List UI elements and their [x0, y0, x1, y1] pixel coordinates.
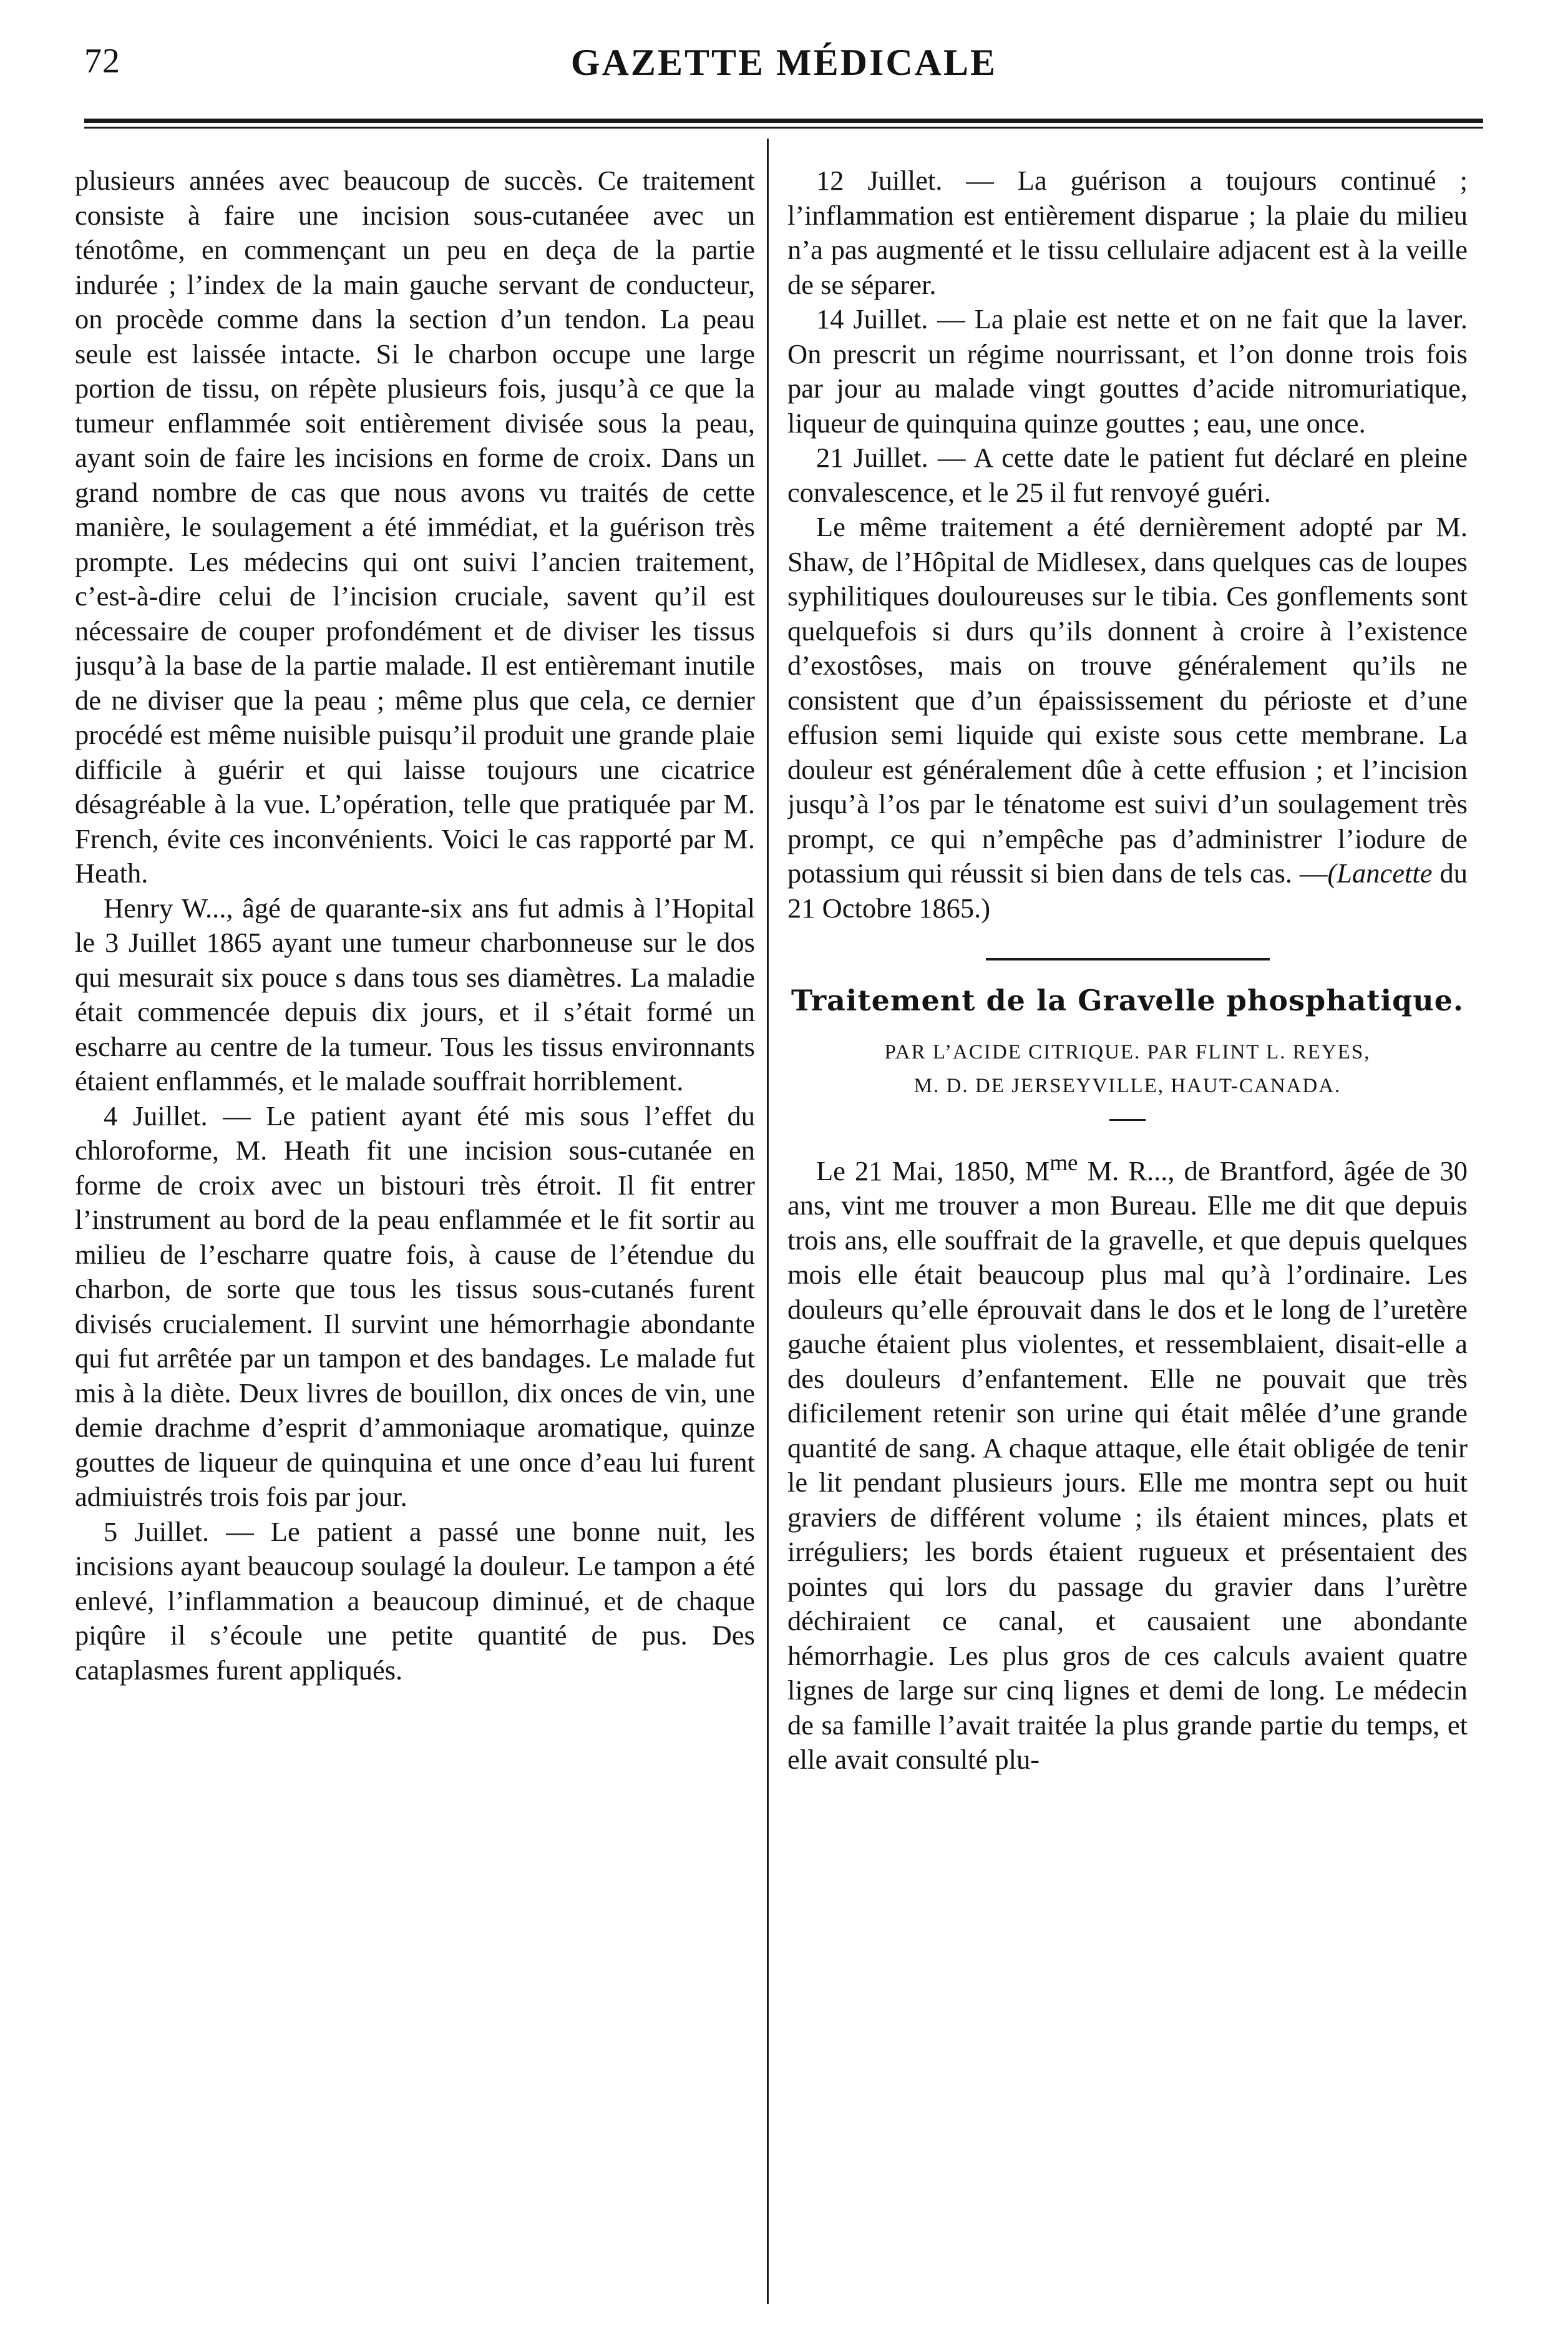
column-divider	[767, 139, 769, 2304]
section-heading: Traitement de la Gravelle phosphatique.	[791, 984, 1464, 1017]
paragraph-text: Le 21 Mai, 1850, M	[816, 1155, 1050, 1186]
right-column	[787, 164, 1468, 2298]
title-abbreviation: me	[1049, 1150, 1078, 1176]
page-number: 72	[84, 42, 120, 81]
paragraph-text: Le même traitement a été dernièrement adopté par M. Shaw, de l’Hôpital de Midlesex, dans quelques cas de loupes syphilitiques douloureuses sur le tibia. Ces gonflements sont quelquefois si durs qu’ils donnent à croire à l’existence d’exostôses, mais on trouve généralement qu’ils ne consistent que d’un épaississement du périoste et d’une effusion semi liquide qui existe sous cette membrane. La douleur est généralement dûe à cette effusion ; et l’incision jusqu’à l’os par le ténatome est suivi d’un soulagement très prompt, ce qui n’empêche pas d’administrer l’iodure de potassium qui réussit si bien dans de tels cas. —	[787, 511, 1468, 889]
right-paragraph-5	[787, 1146, 1468, 1777]
byline-rule	[1109, 1119, 1146, 1121]
right-paragraph-4	[787, 510, 1468, 926]
right-paragraph-2: 14 Juillet. — La plaie est nette et on ne fait que la laver. On prescrit un régime nourrissant, et l’on donne trois fois par jour au malade vingt gouttes d’acide nitromuriatique, liqueur de quinquina quinze gouttes ; eau, une once.	[787, 303, 1468, 439]
right-paragraph-1: 12 Juillet. — La guérison a toujours continué ; l’inflammation est entièrement disparue ; la plaie du milieu n’a pas augmenté et le tissu cellulaire adjacent est à la veille de se séparer.	[787, 165, 1468, 300]
article-byline	[787, 1035, 1468, 1103]
right-paragraph-3: 21 Juillet. — A cette date le patient fut déclaré en pleine convalescence, et le 25 il fut renvoyé guéri.	[787, 442, 1468, 508]
header-rule-thick	[84, 119, 1483, 123]
left-paragraph-2: Henry W..., âgé de quarante-six ans fut admis à l’Hopital le 3 Juillet 1865 ayant une tumeur charbonneuse sur le dos qui mesurait six pouce s dans tous ses diamètres. La maladie était commencée depuis dix jours, et il s’était formé un escharre au centre de la tumeur. Tous les tissus environnants étaient enflammés, et le malade souffrait horriblement.	[75, 892, 755, 1097]
running-title: GAZETTE MÉDICALE	[570, 42, 998, 83]
left-paragraph-1: plusieurs années avec beaucoup de succès. Ce traitement consiste à faire une incision sous-cutanéee avec un ténotôme, en commençant un peu en deça de la partie indurée ; l’index de la main gauche servant de conducteur, on procède comme dans la section d’un tendon. La peau seule est laissée intacte. Si le charbon occupe une large portion de tissu, on répète plusieurs fois, jusqu’à ce que la tumeur enflammée soit entièrement divisée sous la peau, ayant soin de faire les incisions en forme de croix. Dans un grand nombre de cas que nous avons vu traités de cette manière, le soulagement a été immédiat, et la guérison très prompte. Les médecins qui ont suivi l’ancien traitement, c’est-à-dire celui de l’incision cruciale, savent qu’il est nécessaire de couper profondément et de diviser les tissus jusqu’à la base de la partie malade. Il est entièremant inutile de ne diviser que la peau ; même plus que cela, ce dernier procédé est même nuisible puisqu’il produit une grande plaie difficile à guérir et qui laisse toujours une cicatrice désagréable à la vue. L’opération, telle que pratiquée par M. French, évite ces inconvénients. Voici le cas rapporté par M. Heath.	[75, 165, 755, 889]
section-separator-rule	[986, 958, 1270, 960]
header-rule-thin	[84, 127, 1483, 129]
byline-line: PAR L’ACIDE CITRIQUE. PAR FLINT L. REYES,	[884, 1041, 1371, 1063]
left-column	[75, 164, 755, 2298]
source-citation: (Lancette	[1327, 858, 1433, 889]
paragraph-text: M. R..., de Brantford, âgée de 30 ans, vint me trouver a mon Bureau. Elle me dit que depuis trois ans, elle souffrait de la gravelle, et que depuis quelques mois elle était beaucoup plus mal qu’à l’ordinaire. Les douleurs qu’elle éprouvait dans le dos et le long de l’uretère gauche étaient plus violentes, et ressemblaient, disait-elle a des douleurs d’enfantement. Elle ne pouvait que très dificilement retenir son urine qui était mêlée d’une grande quantité de sang. A chaque attaque, elle était obligée de tenir le lit pendant plusieurs jours. Elle me montra sept ou huit graviers de différent volume ; ils étaient minces, plats et irréguliers; les bords étaient rugueux et présentaient des pointes qui lors du passage du gravier dans l’urètre déchiraient ce canal, et causaient une abondante hémorrhagie. Les plus gros de ces calculs avaient quatre lignes de large sur cinq lignes et demi de long. Le médecin de sa famille l’avait traitée la plus grande partie du temps, et elle avait consulté plu-	[787, 1155, 1468, 1776]
left-paragraph-4: 5 Juillet. — Le patient a passé une bonne nuit, les incisions ayant beaucoup soulagé la douleur. Le tampon a été enlevé, l’inflammation a beaucoup diminué, et de chaque piqûre il s’écoule une petite quantité de pus. Des cataplasmes furent appliqués.	[75, 1515, 755, 1686]
left-paragraph-3: 4 Juillet. — Le patient ayant été mis sous l’effet du chloroforme, M. Heath fit une incision sous-cutanée en forme de croix avec un bistouri très étroit. Il fit entrer l’instrument au bord de la peau enflammée et le fit sortir au milieu de l’escharre quatre fois, à cause de l’étendue du charbon, de sorte que tous les tissus sous-cutanés furent divisés crucialement. Il survint une hémorrhagie abondante qui fut arrêtée par un tampon et des bandages. Le malade fut mis à la diète. Deux livres de bouillon, dix onces de vin, une demie drachme d’esprit d’ammoniaque aromatique, quinze gouttes de liqueur de quinquina et une once d’eau lui furent admiuistrés trois fois par jour.	[75, 1100, 755, 1512]
citation-date: du 21 Octobre 1865.)	[787, 858, 1468, 924]
byline-line: M. D. DE JERSEYVILLE, HAUT-CANADA.	[913, 1075, 1342, 1097]
